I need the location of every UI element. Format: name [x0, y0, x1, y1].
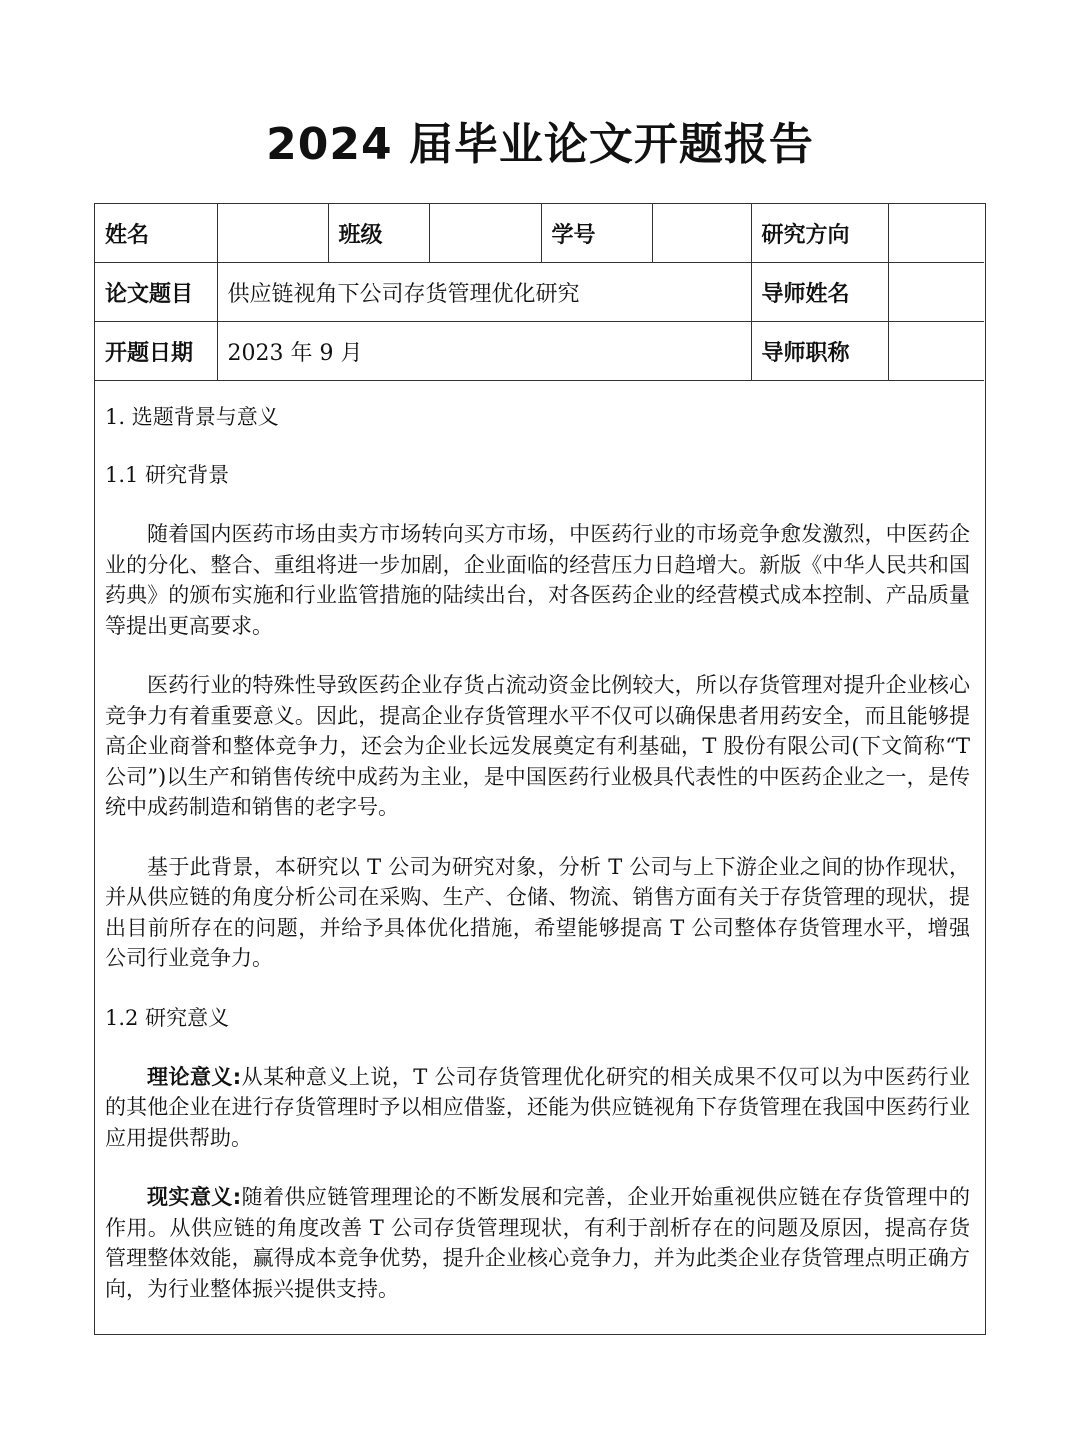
advisor-name-value [888, 263, 984, 322]
student-id-value [652, 204, 751, 263]
class-value [429, 204, 541, 263]
practical-significance-paragraph [105, 1182, 970, 1304]
proposal-date-label: 开题日期 [95, 322, 217, 381]
theory-significance-label: 理论意义: [147, 1064, 242, 1089]
name-value [217, 204, 328, 263]
practical-significance-label: 现实意义: [147, 1185, 242, 1209]
background-paragraph-3: 基于此背景，本研究以 T 公司为研究对象，分析 T 公司与上下游企业之间的协作现状，并从供应链的角度分析公司在采购、生产、仓储、物流、销售方面有关于存货管理的现状，提出目前所存在的问题，并给予具体优化措施，希望能够提高 T 公司整体存货管理水平，增强公司行业竞争力。 [105, 854, 970, 970]
advisor-title-value [888, 322, 984, 381]
table-row [95, 322, 984, 381]
section-heading: 1. 选题背景与意义 [105, 405, 279, 429]
subsection-heading-background: 1.1 研究背景 [105, 463, 230, 487]
background-paragraph-1: 随着国内医药市场由卖方市场转向买方市场，中医药行业的市场竞争愈发激烈，中医药企业的分化、整合、重组将进一步加剧，企业面临的经营压力日趋增大。新版《中华人民共和国药典》的颁布实施和行业监管措施的陆续出台，对各医药企业的经营模式成本控制、产品质量等提出更高要求。 [105, 522, 970, 638]
table-row [95, 204, 984, 263]
info-table [95, 204, 984, 381]
theory-significance-text: 从某种意义上说，T 公司存货管理优化研究的相关成果不仅可以为中医药行业的其他企业在进行存货管理时予以相应借鉴，还能为供应链视角下存货管理在我国中医药行业应用提供帮助。 [105, 1064, 970, 1150]
practical-significance-text: 随着供应链管理理论的不断发展和完善，企业开始重视供应链在存货管理中的作用。从供应链的角度改善 T 公司存货管理现状，有利于剖析存在的问题及原因，提高存货管理整体效能，赢得成本竞争优势，提升企业核心竞争力，并为此类企业存货管理点明正确方向，为行业整体振兴提供支持。 [105, 1185, 971, 1301]
page-title: 2024 届毕业论文开题报告 [266, 119, 814, 170]
report-body [105, 402, 970, 1304]
thesis-title-label: 论文题目 [95, 263, 217, 322]
subsection-heading-significance: 1.2 研究意义 [105, 1005, 230, 1030]
research-direction-value [888, 204, 984, 263]
student-id-label: 学号 [541, 204, 652, 263]
background-paragraph-2: 医药行业的特殊性导致医药企业存货占流动资金比例较大，所以存货管理对提升企业核心竞争力有着重要意义。因此，提高企业存货管理水平不仅可以确保患者用药安全，而且能够提高企业商誉和整体竞争力，还会为企业长远发展奠定有利基础，T 股份有限公司(下文简称“T 公司”)以生产和销售传统中成药为主业，是中国医药行业极具代表性的中医药企业之一，是传统中成药制造和销售的老字号。 [105, 673, 970, 819]
advisor-name-label: 导师姓名 [751, 263, 888, 322]
class-label: 班级 [328, 204, 429, 263]
thesis-title-value: 供应链视角下公司存货管理优化研究 [217, 263, 751, 322]
table-row [95, 263, 984, 322]
report-frame [94, 203, 986, 1335]
theory-significance-paragraph [105, 1062, 970, 1154]
name-label: 姓名 [95, 204, 217, 263]
proposal-date-value: 2023 年 9 月 [217, 322, 751, 381]
research-direction-label: 研究方向 [751, 204, 888, 263]
advisor-title-label: 导师职称 [751, 322, 888, 381]
